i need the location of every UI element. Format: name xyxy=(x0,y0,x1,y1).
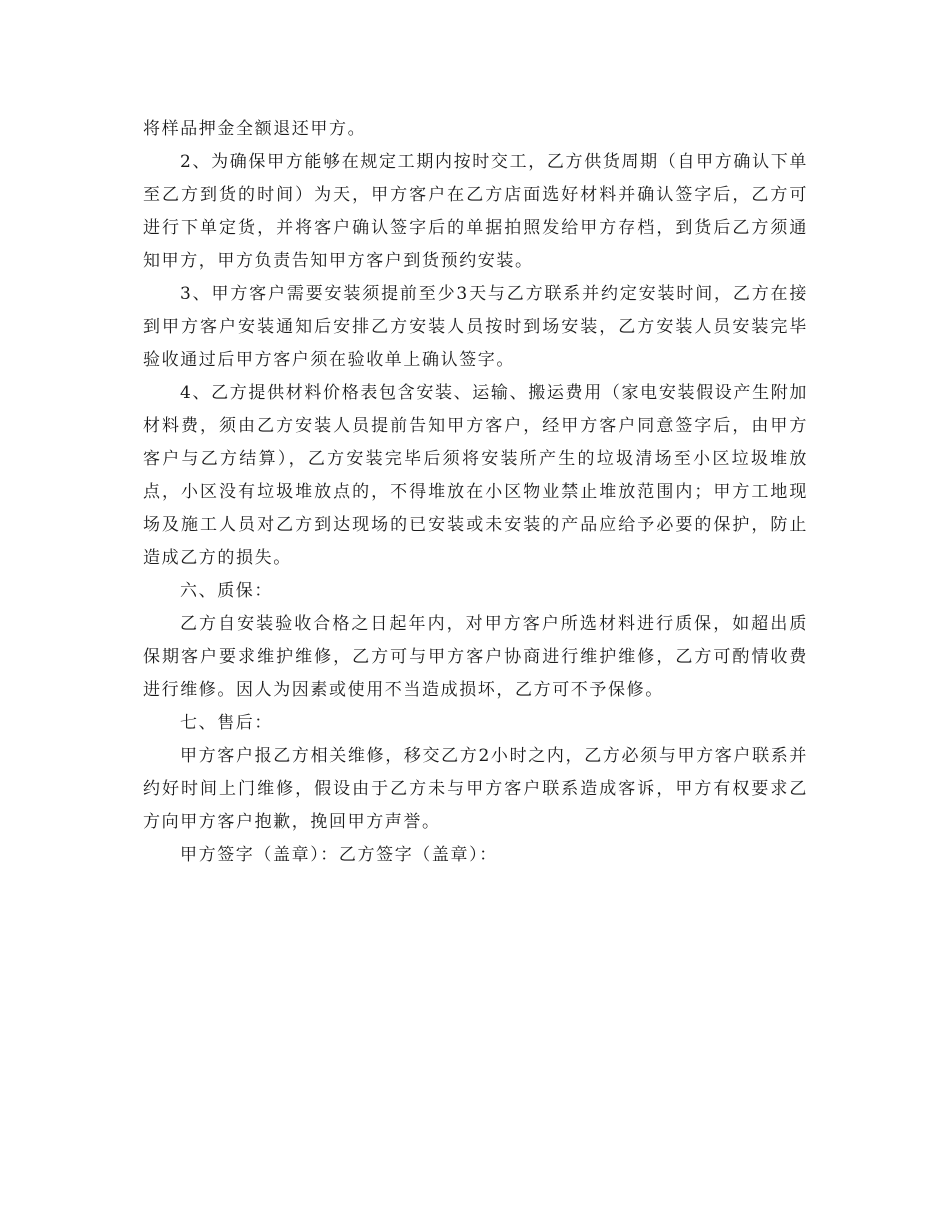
paragraph-installation-fees: 4、乙方提供材料价格表包含安装、运输、搬运费用（家电安装假设产生附加材料费，须由乙方安装人员提前告知甲方客户，经甲方客户同意签字后，由甲方客户与乙方结算），乙方安装完毕后须将安装所产生的垃圾清场至小区垃圾堆放点，小区没有垃圾堆放点的，不得堆放在小区物业禁止堆放范围内；甲方工地现场及施工人员对乙方到达现场的已安装或未安装的产品应给予必要的保护，防止造成乙方的损失。 xyxy=(143,383,808,568)
document-body xyxy=(143,113,808,872)
section-heading-warranty: 六、质保： xyxy=(180,581,273,601)
section-heading-after-sales: 七、售后： xyxy=(180,713,273,733)
signature-line: 甲方签字（盖章）：乙方签字（盖章）： xyxy=(180,845,498,865)
paragraph-supply-period: 2、为确保甲方能够在规定工期内按时交工，乙方供货周期（自甲方确认下单至乙方到货的时间）为天，甲方客户在乙方店面选好材料并确认签字后，乙方可进行下单定货，并将客户确认签字后的单据拍照发给甲方存档，到货后乙方须通知甲方，甲方负责告知甲方客户到货预约安装。 xyxy=(143,152,808,271)
paragraph-installation-notice: 3、甲方客户需要安装须提前至少3天与乙方联系并约定安装时间，乙方在接到甲方客户安装通知后安排乙方安装人员按时到场安装，乙方安装人员安装完毕验收通过后甲方客户须在验收单上确认签字。 xyxy=(143,284,808,370)
paragraph-deposit-refund: 将样品押金全额退还甲方。 xyxy=(143,119,367,139)
paragraph-after-sales-terms: 甲方客户报乙方相关维修，移交乙方2小时之内，乙方必须与甲方客户联系并约好时间上门维修，假设由于乙方未与甲方客户联系造成客诉，甲方有权要求乙方向甲方客户抱歉，挽回甲方声誉。 xyxy=(143,746,808,832)
paragraph-warranty-terms: 乙方自安装验收合格之日起年内，对甲方客户所选材料进行质保，如超出质保期客户要求维护维修，乙方可与甲方客户协商进行维护维修，乙方可酌情收费进行维修。因人为因素或使用不当造成损坏，乙方可不予保修。 xyxy=(143,614,808,700)
